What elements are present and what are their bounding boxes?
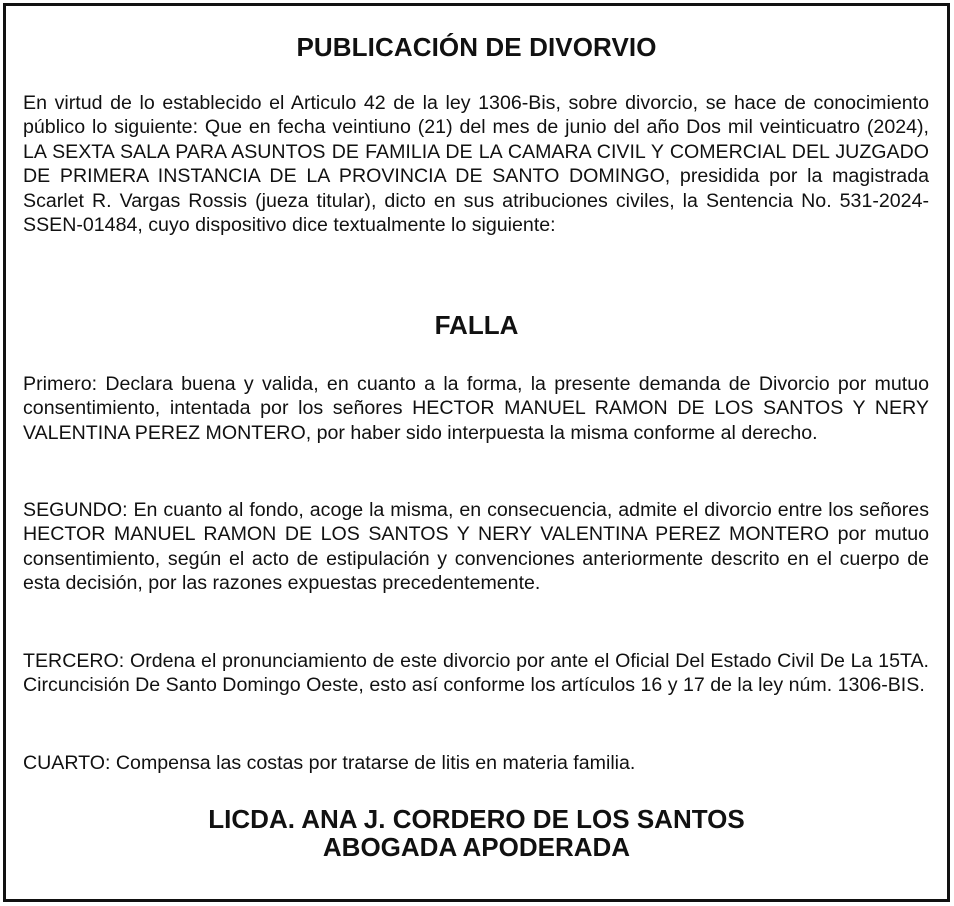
ruling-second: SEGUNDO: En cuanto al fondo, acoge la misma, en consecuencia, admite el divorcio entre los señores HECTOR MANUEL RAMON DE LOS SANTOS Y NERY VALENTINA PEREZ MONTERO por mutuo consentimiento, según el acto de estipulación y convenciones anteriormente descrito en el cuerpo de esta decisión, por las razones expuestas precedentemente. [23, 499, 929, 595]
notice-title: PUBLICACIÓN DE DIVORVIO [296, 32, 657, 62]
signature-block [6, 805, 947, 861]
signature-role: ABOGADA APODERADA [322, 832, 631, 862]
section-heading: FALLA [434, 310, 519, 340]
divorce-notice [3, 3, 950, 902]
ruling-fourth: CUARTO: Compensa las costas por tratarse de litis en materia familia. [23, 752, 636, 774]
ruling-first: Primero: Declara buena y valida, en cuanto a la forma, la presente demanda de Divorcio por mutuo consentimiento, intentada por los señores HECTOR MANUEL RAMON DE LOS SANTOS Y NERY VALENTINA PEREZ MONTERO, por haber sido interpuesta la misma conforme al derecho. [23, 373, 929, 444]
signature-name: LICDA. ANA J. CORDERO DE LOS SANTOS [208, 804, 745, 834]
intro-paragraph: En virtud de lo establecido el Articulo 42 de la ley 1306-Bis, sobre divorcio, se hace de conocimiento público lo siguiente: Que en fecha veintiuno (21) del mes de junio del año Dos mil veinticuatro (2024), LA SEXTA SALA PARA ASUNTOS DE FAMILIA DE LA CAMARA CIVIL Y COMERCIAL DEL JUZGADO DE PRIMERA INSTANCIA DE LA PROVINCIA DE SANTO DOMINGO, presidida por la magistrada Scarlet R. Vargas Rossis (jueza titular), dicto en sus atribuciones civiles, la Sentencia No. 531-2024-SSEN-01484, cuyo dispositivo dice textualmente lo siguiente: [23, 92, 929, 237]
ruling-third: TERCERO: Ordena el pronunciamiento de este divorcio por ante el Oficial Del Estado Civil De La 15TA. Circuncisión De Santo Domingo Oeste, esto así conforme los artículos 16 y 17 de la ley núm. 1306-BIS. [23, 650, 929, 697]
